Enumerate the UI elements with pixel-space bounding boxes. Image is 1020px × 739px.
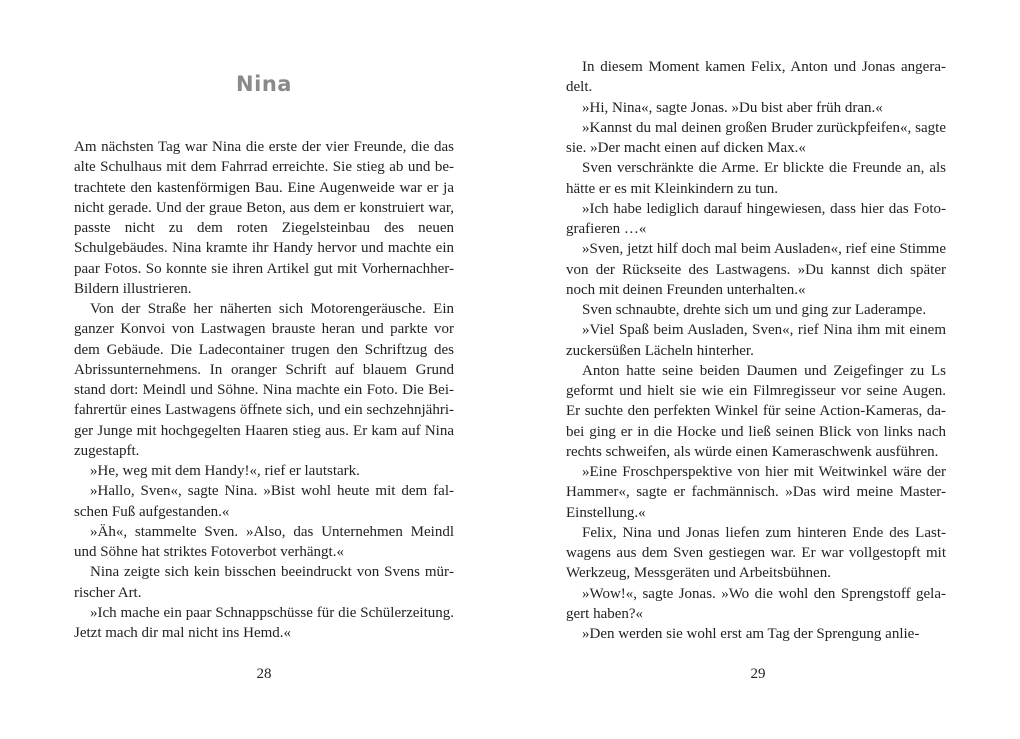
right-page bbox=[510, 0, 1020, 739]
paragraph: »Hallo, Sven«, sagte Nina. »Bist wohl heute mit dem falschen Fuß aufgestanden.« bbox=[74, 483, 454, 520]
paragraph: In diesem Moment kamen Felix, Anton und Jonas angeradelt. bbox=[566, 59, 946, 96]
paragraph: »Viel Spaß beim Ausladen, Sven«, rief Nina ihm mit einem zuckersüßen Lächeln hinterher. bbox=[566, 322, 946, 359]
right-page-body bbox=[566, 57, 946, 644]
paragraph: »Eine Froschperspektive von hier mit Weitwinkel wäre der Hammer«, sagte er fachmännisch. »Das wird meine Master-Einstellung.« bbox=[566, 464, 946, 521]
chapter-title: Nina bbox=[236, 72, 292, 96]
paragraph: »Ich habe lediglich darauf hingewiesen, dass hier das Fotografieren …« bbox=[566, 200, 946, 237]
paragraph: »He, weg mit dem Handy!«, rief er lautstark. bbox=[90, 463, 360, 479]
paragraph: Felix, Nina und Jonas liefen zum hinteren Ende des Lastwagens aus dem Sven gestiegen war. Er war vollgestopft mit Werkzeug, Messgeräten und Arbeitsbühnen. bbox=[566, 524, 946, 582]
paragraph: Sven schnaubte, drehte sich um und ging zur Laderampe. bbox=[582, 302, 927, 318]
paragraph: »Kannst du mal deinen großen Bruder zurückpfeifen«, sagte sie. »Der macht einen auf dicken Max.« bbox=[566, 119, 946, 156]
paragraph: »Wow!«, sagte Jonas. »Wo die wohl den Sprengstoff gelagert haben?« bbox=[566, 585, 946, 622]
paragraph: »Sven, jetzt hilf doch mal beim Ausladen«, rief eine Stimme von der Rückseite des Lastwagens. »Du kannst dich später noch mit deinen Freunden unterhalten.« bbox=[566, 241, 946, 298]
paragraph: Von der Straße her näherten sich Motorengeräusche. Ein ganzer Konvoi von Lastwagen brauste heran und parkte vor dem Gebäude. Die Ladecontainer trugen den Schriftzug des Abrissunternehmens. In oranger Schrift auf blauem Grund stand dort: Meindl und Söhne. Nina machte ein Foto. Die Beifahrertür eines Lastwagens öffnete sich, und ein sechzehnjähriger Junge mit hochgegelten Haaren stieg aus. Er kam auf Nina zugestapft. bbox=[74, 301, 454, 459]
left-page-body bbox=[74, 137, 454, 643]
paragraph: »Den werden sie wohl erst am Tag der Sprengung anlie- bbox=[582, 626, 920, 642]
paragraph: Anton hatte seine beiden Daumen und Zeigefinger zu Ls geformt und hielt sie wie ein Filmregisseur vor seine Augen. Er suchte den perfekten Winkel für seine Action-Kameras, dabei ging er in die Hocke und ließ seinen Blick von links nach rechts schweifen, als würde einen Kameraschwenk ausführen. bbox=[566, 362, 946, 460]
page-number-left: 28 bbox=[256, 666, 272, 682]
paragraph: Sven verschränkte die Arme. Er blickte die Freunde an, als hätte er es mit Kleinkindern zu tun. bbox=[566, 160, 946, 197]
page-number-right: 29 bbox=[750, 666, 766, 682]
paragraph: Nina zeigte sich kein bisschen beeindruckt von Svens mürrischer Art. bbox=[74, 564, 454, 601]
paragraph: »Äh«, stammelte Sven. »Also, das Unternehmen Meindl und Söhne hat striktes Fotoverbot verhängt.« bbox=[74, 523, 454, 560]
paragraph: »Hi, Nina«, sagte Jonas. »Du bist aber früh dran.« bbox=[582, 99, 883, 116]
paragraph: Am nächsten Tag war Nina die erste der vier Freunde, die das alte Schulhaus mit dem Fahrrad erreichte. Sie stieg ab und betrachtete den kastenförmigen Bau. Eine Augenweide war er ja nicht gerade. Und der graue Beton, aus dem er konstruiert war, passte nicht zu dem roten Ziegelsteinbau des neuen Schulgebäudes. Nina kramte ihr Handy hervor und machte ein paar Fotos. So konnte sie ihren Artikel gut mit Vorhernachher-Bildern illustrieren. bbox=[74, 139, 454, 297]
paragraph: »Ich mache ein paar Schnappschüsse für die Schülerzeitung. Jetzt mach dir mal nicht ins Hemd.« bbox=[74, 604, 454, 641]
